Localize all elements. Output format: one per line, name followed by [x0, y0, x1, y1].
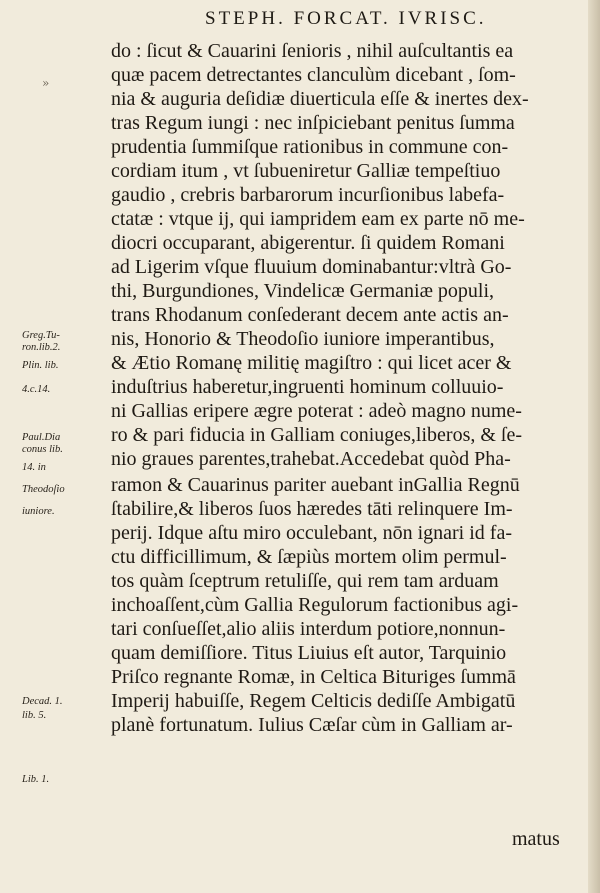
text-line: ni Gallias eripere ægre poterat : adeò magno nume- [111, 400, 522, 422]
text-line: perij. Idque aſtu miro occulebant, nōn ignari id fa- [111, 522, 512, 544]
text-line: Imperij habuiſſe, Regem Celticis dediſſe Ambigatū [111, 690, 516, 712]
text-line: cordiam itum , vt ſubueniretur Galliæ tempeſtiuo [111, 160, 501, 182]
text-line: nia & auguria deſidiæ diuerticula eſſe & inertes dex- [111, 88, 529, 110]
text-line: prudentia ſummiſque rationibus in commune con- [111, 136, 509, 158]
text-line: trans Rhodanum conſederant decem ante actis an- [111, 304, 509, 326]
margin-note: iuniore. [22, 506, 55, 517]
margin-note: lib. 5. [22, 710, 47, 721]
text-line: quæ pacem detrectantes clanculùm dicebant , ſom- [111, 64, 516, 86]
margin-note: Decad. 1. [22, 696, 63, 707]
margin-note: Plin. lib. [22, 360, 59, 371]
margin-note: ron.lib.2. [22, 342, 61, 353]
margin-note: conus lib. [22, 444, 63, 455]
text-line: & Ætio Romanę militię magiſtro : qui licet acer & [111, 352, 512, 374]
margin-note: Greg.Tu- [22, 330, 60, 341]
text-line: ro & pari fiducia in Galliam coniuges,liberos, & ſe- [111, 424, 522, 446]
text-line: tos quàm ſceptrum retuliſſe, qui rem tam arduam [111, 570, 499, 592]
margin-note: 14. in [22, 462, 46, 473]
running-head: STEPH. FORCAT. IVRISC. [205, 8, 487, 29]
text-line: do : ſicut & Cauarini ſenioris , nihil auſcultantis ea [111, 40, 514, 62]
text-line: ramon & Cauarinus pariter auebant inGallia Regnū [111, 474, 520, 496]
text-line: ctatæ : vtque ij, qui iampridem eam ex parte nō me- [111, 208, 525, 230]
margin-mark: » [42, 76, 50, 90]
text-line: tari conſueſſet,alio aliis interdum potiore,nonnun- [111, 618, 506, 640]
page-edge [588, 0, 600, 893]
text-line: planè fortunatum. Iulius Cæſar cùm in Galliam ar- [111, 714, 513, 736]
text-line: ctu difficillimum, & ſæpiùs mortem olim permul- [111, 546, 507, 568]
text-line: nis, Honorio & Theodoſio iuniore imperantibus, [111, 328, 495, 350]
margin-note: Lib. 1. [22, 774, 50, 785]
catchword: matus [512, 828, 560, 850]
text-line: tras Regum iungi : nec inſpiciebant penitus ſumma [111, 112, 515, 134]
text-line: thi, Burgundiones, Vindelicæ Germaniæ populi, [111, 280, 495, 302]
text-line: Priſco regnante Romæ, in Celtica Bituriges ſummā [111, 666, 516, 688]
text-line: nio graues parentes,trahebat.Accedebat quòd Pha- [111, 448, 511, 470]
margin-note: Theodoſio [22, 484, 65, 495]
margin-note: 4.c.14. [22, 384, 51, 395]
text-line: ad Ligerim vſque fluuium dominabantur:vltrà Go- [111, 256, 512, 278]
text-line: gaudio , crebris barbarorum incurſionibus labefa- [111, 184, 505, 206]
margin-note: Paul.Dia [22, 432, 61, 443]
text-line: ſtabilire,& liberos ſuos hæredes tāti relinquere Im- [111, 498, 513, 520]
text-line: inchoaſſent,cùm Gallia Regulorum factionibus agi- [111, 594, 519, 616]
text-line: quam demiſſiore. Titus Liuius eſt autor, Tarquinio [111, 642, 507, 664]
text-line: induſtrius haberetur,ingruenti hominum colluuio- [111, 376, 504, 398]
text-line: diocri occuparant, abigerentur. ſi quidem Romani [111, 232, 505, 254]
